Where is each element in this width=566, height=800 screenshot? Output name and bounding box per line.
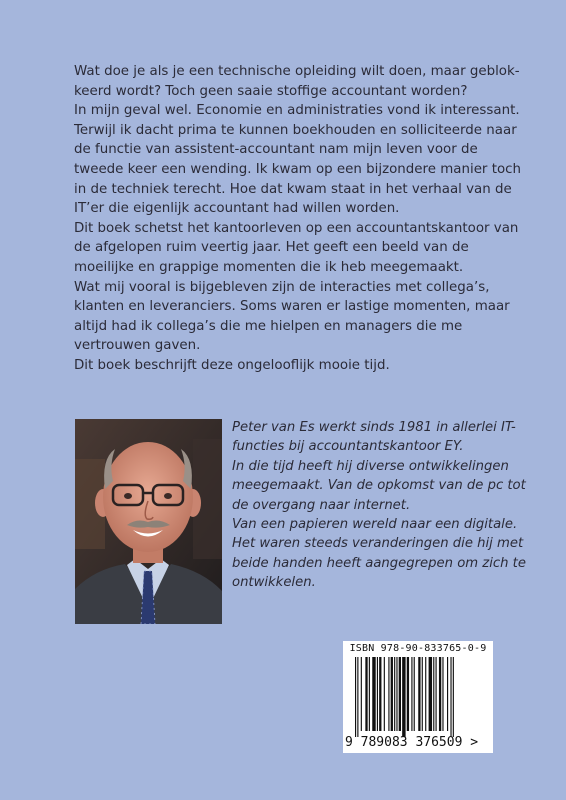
barcode-bar [414,657,415,731]
barcode-bar [361,657,362,731]
barcode-bar [377,657,378,731]
barcode-bar [439,657,441,731]
barcode-bar [425,657,426,731]
blurb-paragraph-1: Wat doe je als je een technische opleiding wilt doen, maar geblok-keerd wordt? Toch geen saaie stoffige accountant worden? [74,64,520,99]
barcode-bar [407,657,409,731]
bio-paragraph-1: Peter van Es werkt sinds 1981 in allerlei IT-functies bij accountantskantoor EY. [232,420,516,455]
barcode-bar [379,657,381,731]
blurb-paragraph-5: Wat mij vooral is bijgebleven zijn de interacties met collega’s, klanten en leveranciers. Soms waren er lastige momenten, maar altijd had ik collega’s die me hielpen en managers die me vertrouwen gaven. [74,279,510,354]
barcode-bar [372,657,375,731]
barcode-bar [357,657,358,737]
blurb-paragraph-2: In mijn geval wel. Economie en administraties vond ik interessant. [74,103,520,119]
barcode-bar [391,657,393,731]
barcode-bar [402,657,405,737]
barcode-bar [355,657,356,737]
blurb-paragraph-3: Terwijl ik dacht prima te kunnen boekhouden en solliciteerde naar de functie van assistent-accountant nam mijn leven voor de tweede keer een wending. Ik kwam op een bijzondere manier toch in de techniek terecht. Hoe dat kwam staat in het verhaal van de IT’er die eigenlijk accountant had willen worden. [74,122,521,217]
barcode-bars [353,657,485,737]
barcode-bar [447,657,448,731]
barcode-bar [418,657,420,731]
barcode-bar [388,657,389,731]
barcode-bar [436,657,437,731]
bio-paragraph-3: Van een papieren wereld naar een digitale. Het waren steeds veranderingen die hij met beide handen heeft aangegrepen om zich te ontwikkelen. [232,517,526,591]
barcode-bar [433,657,434,731]
barcode-bar [442,657,443,731]
barcode-bar [384,657,385,731]
barcode-bar [394,657,395,731]
author-bio [232,418,532,593]
barcode-bar [411,657,412,731]
barcode-bar [399,657,401,731]
blurb-paragraph-4: Dit boek schetst het kantoorleven op een accountantskantoor van de afgelopen ruim veertig jaar. Het geeft een beeld van de moeilijke en grappige momenten die ik heb meegemaakt. [74,220,519,275]
blurb-paragraph-6: Dit boek beschrijft deze ongelooflijk mooie tijd. [74,357,390,373]
bio-paragraph-2: In die tijd heeft hij diverse ontwikkelingen meegemaakt. Van de opkomst van de pc tot de overgang naar internet. [232,458,526,513]
barcode-bar [422,657,423,731]
barcode-bar [453,657,454,737]
back-cover-blurb [74,62,524,376]
ean-digits: 9 789083 376509 > [345,735,479,750]
barcode-bar [369,657,370,731]
isbn-barcode [343,641,493,753]
barcode-bar [365,657,367,731]
barcode-bar [396,657,397,731]
barcode-bar [429,657,432,731]
isbn-label: ISBN 978-90-833765-0-9 [349,643,487,654]
author-photo [75,419,222,624]
barcode-bar [450,657,451,737]
